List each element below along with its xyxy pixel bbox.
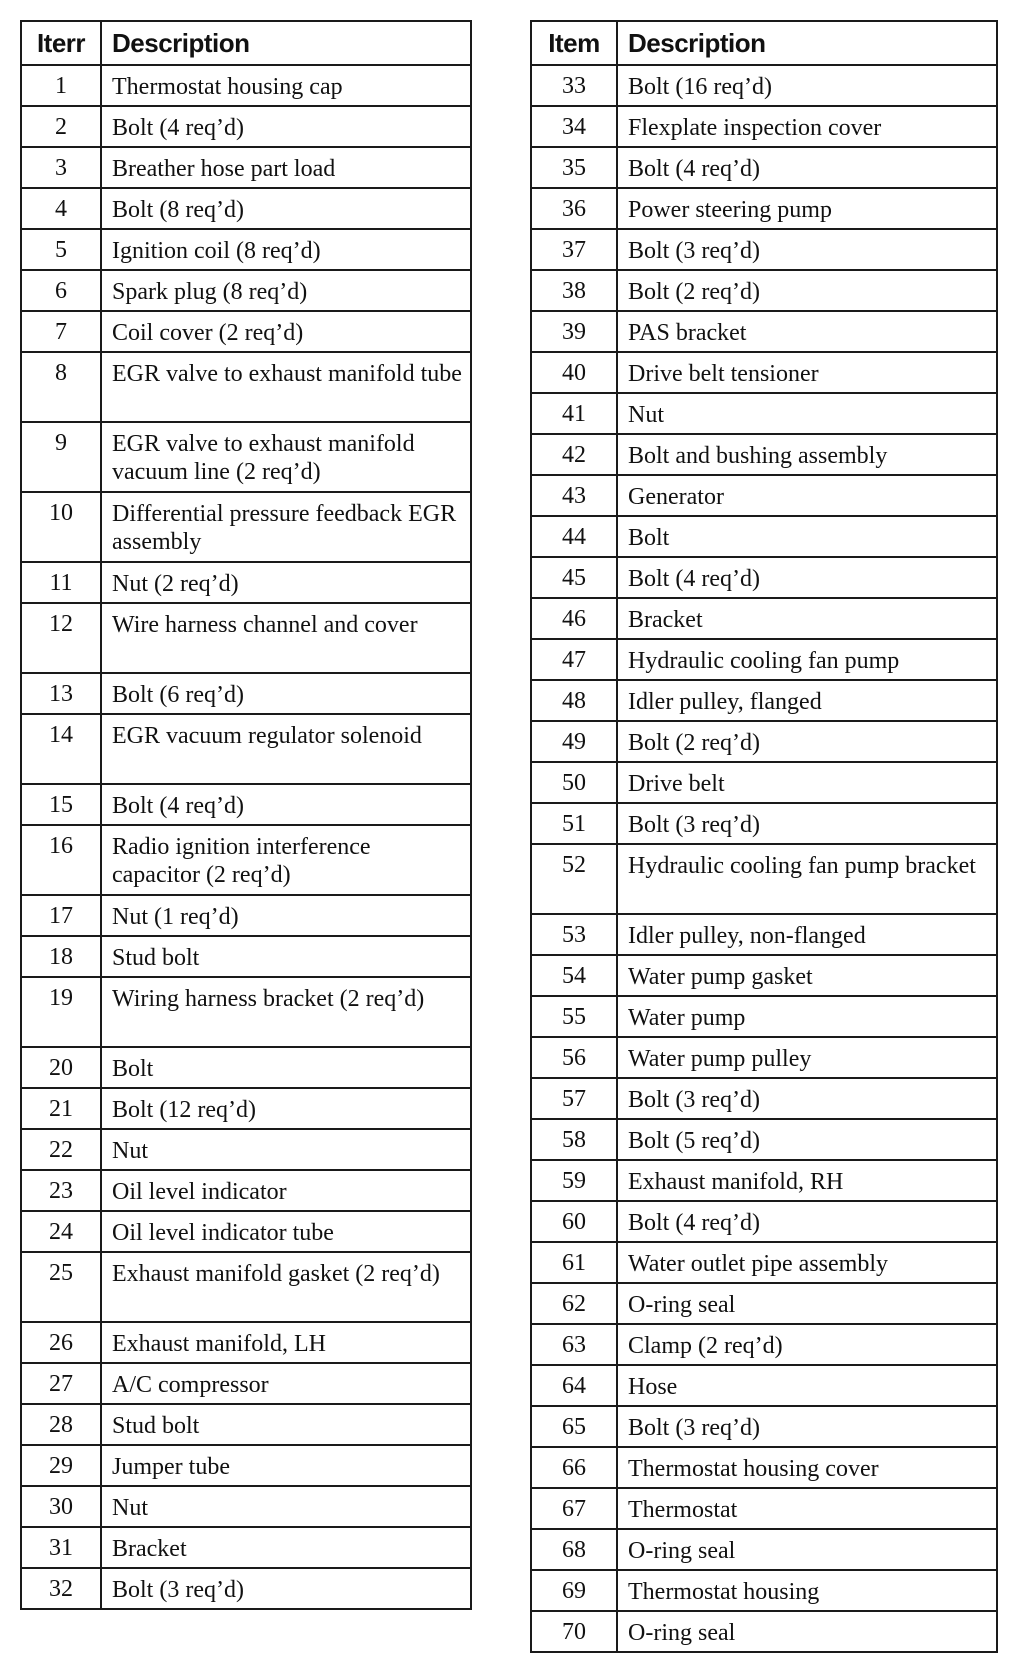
item-description: EGR valve to exhaust manifold tube bbox=[101, 352, 471, 422]
item-number: 45 bbox=[531, 557, 617, 598]
item-number: 18 bbox=[21, 936, 101, 977]
item-number: 49 bbox=[531, 721, 617, 762]
item-number: 40 bbox=[531, 352, 617, 393]
item-number: 58 bbox=[531, 1119, 617, 1160]
item-description: Water pump pulley bbox=[617, 1037, 997, 1078]
table-row bbox=[531, 475, 997, 516]
item-description: A/C compressor bbox=[101, 1363, 471, 1404]
table-row bbox=[531, 516, 997, 557]
item-number: 24 bbox=[21, 1211, 101, 1252]
item-description: Water pump gasket bbox=[617, 955, 997, 996]
table-row bbox=[531, 65, 997, 106]
item-description: Nut bbox=[101, 1129, 471, 1170]
table-row bbox=[531, 598, 997, 639]
item-description: Wire harness channel and cover bbox=[101, 603, 471, 673]
table-row bbox=[21, 1445, 471, 1486]
item-number: 59 bbox=[531, 1160, 617, 1201]
table-row bbox=[531, 311, 997, 352]
item-number: 5 bbox=[21, 229, 101, 270]
item-number: 63 bbox=[531, 1324, 617, 1365]
table-row bbox=[21, 1129, 471, 1170]
table-row bbox=[531, 557, 997, 598]
item-number: 29 bbox=[21, 1445, 101, 1486]
table-row bbox=[531, 914, 997, 955]
table-row bbox=[531, 1119, 997, 1160]
table-row bbox=[21, 492, 471, 562]
item-number: 26 bbox=[21, 1322, 101, 1363]
item-description: Bolt (6 req’d) bbox=[101, 673, 471, 714]
item-description: Bolt (5 req’d) bbox=[617, 1119, 997, 1160]
item-number: 42 bbox=[531, 434, 617, 475]
parts-table-left bbox=[20, 20, 472, 1610]
table-row bbox=[531, 188, 997, 229]
item-description: Hydraulic cooling fan pump bbox=[617, 639, 997, 680]
item-number: 66 bbox=[531, 1447, 617, 1488]
table-row bbox=[531, 1611, 997, 1652]
item-number: 25 bbox=[21, 1252, 101, 1322]
item-description: Flexplate inspection cover bbox=[617, 106, 997, 147]
item-description: Nut (2 req’d) bbox=[101, 562, 471, 603]
item-description: Coil cover (2 req’d) bbox=[101, 311, 471, 352]
item-description: Bolt (4 req’d) bbox=[617, 1201, 997, 1242]
item-description: Breather hose part load bbox=[101, 147, 471, 188]
item-number: 44 bbox=[531, 516, 617, 557]
table-row bbox=[531, 1201, 997, 1242]
item-description: Bolt (8 req’d) bbox=[101, 188, 471, 229]
item-description: Bolt (3 req’d) bbox=[617, 229, 997, 270]
item-description: Thermostat housing cover bbox=[617, 1447, 997, 1488]
table-row bbox=[21, 714, 471, 784]
table-row bbox=[531, 1242, 997, 1283]
item-description: Idler pulley, non-flanged bbox=[617, 914, 997, 955]
item-number: 13 bbox=[21, 673, 101, 714]
item-description: PAS bracket bbox=[617, 311, 997, 352]
table-row bbox=[21, 1252, 471, 1322]
table-row bbox=[531, 147, 997, 188]
item-number: 19 bbox=[21, 977, 101, 1047]
item-number: 54 bbox=[531, 955, 617, 996]
table-row bbox=[21, 311, 471, 352]
table-row bbox=[531, 1037, 997, 1078]
item-description: Bolt (3 req’d) bbox=[617, 1078, 997, 1119]
item-description: Radio ignition interference capacitor (2 req’d) bbox=[101, 825, 471, 895]
item-number: 70 bbox=[531, 1611, 617, 1652]
item-description: Drive belt tensioner bbox=[617, 352, 997, 393]
item-number: 1 bbox=[21, 65, 101, 106]
item-description: Bolt (4 req’d) bbox=[101, 784, 471, 825]
item-number: 28 bbox=[21, 1404, 101, 1445]
header-row bbox=[21, 21, 471, 65]
item-description: Hose bbox=[617, 1365, 997, 1406]
description-column-header: Description bbox=[617, 21, 997, 65]
item-description: Thermostat housing bbox=[617, 1570, 997, 1611]
table-row bbox=[21, 1047, 471, 1088]
table-row bbox=[531, 393, 997, 434]
item-description: Nut bbox=[101, 1486, 471, 1527]
item-description: O-ring seal bbox=[617, 1611, 997, 1652]
table-row bbox=[531, 721, 997, 762]
table-row bbox=[531, 434, 997, 475]
parts-table-right bbox=[530, 20, 998, 1653]
item-number: 62 bbox=[531, 1283, 617, 1324]
item-description: Bolt (2 req’d) bbox=[617, 721, 997, 762]
item-number: 47 bbox=[531, 639, 617, 680]
item-number: 15 bbox=[21, 784, 101, 825]
item-description: Bolt (3 req’d) bbox=[101, 1568, 471, 1609]
item-description: Differential pressure feedback EGR assembly bbox=[101, 492, 471, 562]
table-row bbox=[531, 1406, 997, 1447]
table-row bbox=[21, 1088, 471, 1129]
table-row bbox=[21, 673, 471, 714]
item-number: 46 bbox=[531, 598, 617, 639]
item-description: Bolt (16 req’d) bbox=[617, 65, 997, 106]
item-number: 48 bbox=[531, 680, 617, 721]
item-description: Exhaust manifold gasket (2 req’d) bbox=[101, 1252, 471, 1322]
table-row bbox=[531, 1283, 997, 1324]
item-description: Jumper tube bbox=[101, 1445, 471, 1486]
item-number: 50 bbox=[531, 762, 617, 803]
table-row bbox=[531, 680, 997, 721]
item-description: Nut (1 req’d) bbox=[101, 895, 471, 936]
item-description: Bracket bbox=[617, 598, 997, 639]
table-row bbox=[531, 270, 997, 311]
table-row bbox=[531, 1570, 997, 1611]
table-row bbox=[21, 936, 471, 977]
item-number: 41 bbox=[531, 393, 617, 434]
table-row bbox=[21, 1486, 471, 1527]
item-number: 10 bbox=[21, 492, 101, 562]
item-description: Bolt (3 req’d) bbox=[617, 803, 997, 844]
item-description: Stud bolt bbox=[101, 936, 471, 977]
table-row bbox=[21, 895, 471, 936]
item-description: Bolt bbox=[617, 516, 997, 557]
item-description: Stud bolt bbox=[101, 1404, 471, 1445]
item-number: 33 bbox=[531, 65, 617, 106]
table-row bbox=[531, 1324, 997, 1365]
table-row bbox=[531, 762, 997, 803]
table-row bbox=[21, 1322, 471, 1363]
item-description: Bolt (4 req’d) bbox=[101, 106, 471, 147]
table-row bbox=[21, 825, 471, 895]
item-number: 55 bbox=[531, 996, 617, 1037]
item-description: Bolt and bushing assembly bbox=[617, 434, 997, 475]
table-row bbox=[531, 639, 997, 680]
item-number: 53 bbox=[531, 914, 617, 955]
table-row bbox=[21, 65, 471, 106]
table-row bbox=[21, 352, 471, 422]
item-description: Bracket bbox=[101, 1527, 471, 1568]
item-number: 35 bbox=[531, 147, 617, 188]
table-row bbox=[531, 955, 997, 996]
item-number: 57 bbox=[531, 1078, 617, 1119]
table-row bbox=[531, 1365, 997, 1406]
item-number: 39 bbox=[531, 311, 617, 352]
item-number: 64 bbox=[531, 1365, 617, 1406]
item-column-header: Item bbox=[531, 21, 617, 65]
table-row bbox=[531, 106, 997, 147]
table-row bbox=[21, 1568, 471, 1609]
item-number: 68 bbox=[531, 1529, 617, 1570]
table-row bbox=[531, 996, 997, 1037]
table-row bbox=[21, 1527, 471, 1568]
item-description: Hydraulic cooling fan pump bracket bbox=[617, 844, 997, 914]
header-row bbox=[531, 21, 997, 65]
item-description: EGR valve to exhaust manifold vacuum line (2 req’d) bbox=[101, 422, 471, 492]
item-number: 17 bbox=[21, 895, 101, 936]
item-number: 51 bbox=[531, 803, 617, 844]
table-row bbox=[21, 229, 471, 270]
table-row bbox=[21, 106, 471, 147]
table-row bbox=[21, 270, 471, 311]
item-description: Oil level indicator tube bbox=[101, 1211, 471, 1252]
table-row bbox=[531, 1447, 997, 1488]
item-number: 37 bbox=[531, 229, 617, 270]
item-description: Water outlet pipe assembly bbox=[617, 1242, 997, 1283]
item-description: Drive belt bbox=[617, 762, 997, 803]
item-number: 21 bbox=[21, 1088, 101, 1129]
table-row bbox=[531, 1488, 997, 1529]
table-row bbox=[21, 1363, 471, 1404]
item-description: Thermostat housing cap bbox=[101, 65, 471, 106]
item-number: 69 bbox=[531, 1570, 617, 1611]
table-row bbox=[531, 352, 997, 393]
item-description: Wiring harness bracket (2 req’d) bbox=[101, 977, 471, 1047]
item-description: Power steering pump bbox=[617, 188, 997, 229]
item-description: Exhaust manifold, LH bbox=[101, 1322, 471, 1363]
item-number: 2 bbox=[21, 106, 101, 147]
item-number: 67 bbox=[531, 1488, 617, 1529]
item-number: 23 bbox=[21, 1170, 101, 1211]
item-description: Water pump bbox=[617, 996, 997, 1037]
table-row bbox=[531, 229, 997, 270]
item-description: Oil level indicator bbox=[101, 1170, 471, 1211]
table-row bbox=[531, 1078, 997, 1119]
table-row bbox=[21, 784, 471, 825]
item-number: 6 bbox=[21, 270, 101, 311]
item-number: 7 bbox=[21, 311, 101, 352]
item-number: 38 bbox=[531, 270, 617, 311]
item-description: Bolt (12 req’d) bbox=[101, 1088, 471, 1129]
item-number: 65 bbox=[531, 1406, 617, 1447]
item-number: 52 bbox=[531, 844, 617, 914]
table-row bbox=[21, 188, 471, 229]
table-row bbox=[531, 803, 997, 844]
item-number: 43 bbox=[531, 475, 617, 516]
item-number: 36 bbox=[531, 188, 617, 229]
item-number: 14 bbox=[21, 714, 101, 784]
item-column-header: Iterr bbox=[21, 21, 101, 65]
table-row bbox=[531, 844, 997, 914]
item-description: Generator bbox=[617, 475, 997, 516]
item-description: Bolt (4 req’d) bbox=[617, 147, 997, 188]
table-row bbox=[21, 1170, 471, 1211]
item-number: 9 bbox=[21, 422, 101, 492]
item-number: 60 bbox=[531, 1201, 617, 1242]
item-number: 34 bbox=[531, 106, 617, 147]
table-row bbox=[21, 562, 471, 603]
item-number: 30 bbox=[21, 1486, 101, 1527]
table-row bbox=[21, 977, 471, 1047]
item-number: 8 bbox=[21, 352, 101, 422]
item-number: 31 bbox=[21, 1527, 101, 1568]
item-description: EGR vacuum regulator solenoid bbox=[101, 714, 471, 784]
table-row bbox=[21, 1211, 471, 1252]
item-number: 27 bbox=[21, 1363, 101, 1404]
item-description: O-ring seal bbox=[617, 1529, 997, 1570]
item-description: O-ring seal bbox=[617, 1283, 997, 1324]
table-row bbox=[21, 603, 471, 673]
item-number: 16 bbox=[21, 825, 101, 895]
item-number: 11 bbox=[21, 562, 101, 603]
table-row bbox=[21, 1404, 471, 1445]
item-number: 4 bbox=[21, 188, 101, 229]
item-description: Thermostat bbox=[617, 1488, 997, 1529]
description-column-header: Description bbox=[101, 21, 471, 65]
item-number: 22 bbox=[21, 1129, 101, 1170]
item-number: 61 bbox=[531, 1242, 617, 1283]
item-description: Nut bbox=[617, 393, 997, 434]
item-description: Spark plug (8 req’d) bbox=[101, 270, 471, 311]
item-description: Ignition coil (8 req’d) bbox=[101, 229, 471, 270]
item-number: 12 bbox=[21, 603, 101, 673]
item-description: Bolt (3 req’d) bbox=[617, 1406, 997, 1447]
item-description: Clamp (2 req’d) bbox=[617, 1324, 997, 1365]
item-number: 32 bbox=[21, 1568, 101, 1609]
table-row bbox=[531, 1529, 997, 1570]
item-description: Exhaust manifold, RH bbox=[617, 1160, 997, 1201]
item-description: Bolt (4 req’d) bbox=[617, 557, 997, 598]
item-number: 56 bbox=[531, 1037, 617, 1078]
item-number: 3 bbox=[21, 147, 101, 188]
item-description: Idler pulley, flanged bbox=[617, 680, 997, 721]
table-row bbox=[21, 422, 471, 492]
table-row bbox=[531, 1160, 997, 1201]
item-number: 20 bbox=[21, 1047, 101, 1088]
item-description: Bolt (2 req’d) bbox=[617, 270, 997, 311]
table-row bbox=[21, 147, 471, 188]
item-description: Bolt bbox=[101, 1047, 471, 1088]
